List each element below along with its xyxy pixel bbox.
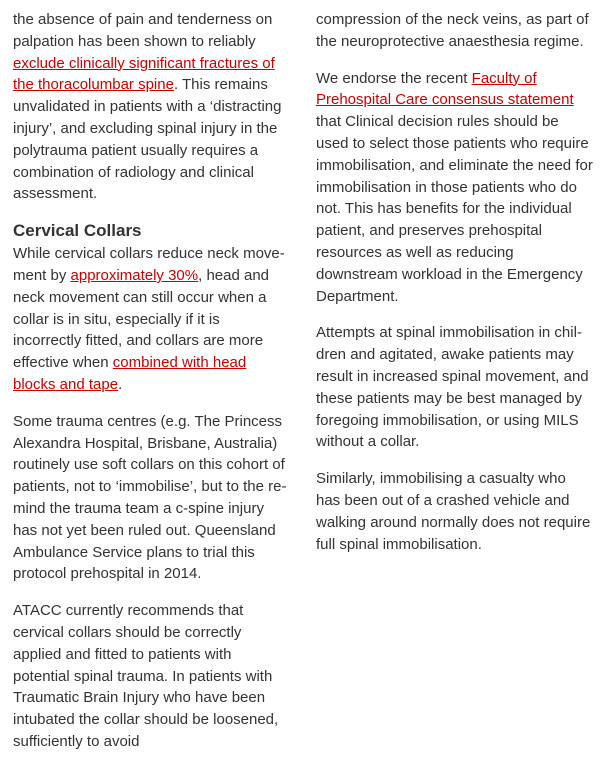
link-exclude-fractures[interactable]: exclude clinically significant fractures of the thoracolumbar spine (13, 54, 275, 94)
right-column (316, 9, 594, 570)
paragraph-walking-casualty: Similarly, immobilising a casualty who has been out of a crashed vehicle and walking around normally does not require full spinal immobilisation. (316, 470, 591, 553)
left-column (13, 9, 291, 768)
link-faculty-consensus[interactable]: Faculty of Prehospital Care consensus statement (316, 69, 574, 109)
paragraph-consensus-statement: We endorse the recent Faculty of Prehospital Care consensus statement that Clinical decision rules should be used to select those patients who require immobilisation, and eliminate the need for immobilisation in those patients who do not. This has benefits for the individual patient, and preserves prehospital resources as well as reducing downstream workload in the Emergency Department. (316, 69, 593, 305)
section-heading-cervical-collars: Cervical Collars (13, 221, 142, 241)
paragraph-pain-tenderness: the absence of pain and tenderness on palpation has been shown to reliably exclude clinically significant fractures of the thoracolumbar spine. This remains unvalidated in patients with a ‘distracting injury’, and excluding spinal injury in the polytrauma patient usually requires a combination of radiology and clinical assessment. (13, 11, 282, 203)
link-head-blocks-tape[interactable]: combined with head blocks and tape (13, 354, 247, 393)
link-approximately-30[interactable]: approximately 30% (70, 266, 199, 284)
paragraph-soft-collars: Some trauma centres (e.g. The Princess Alexandra Hospital, Brisbane, Australia) routinely use soft collars on this cohort of patients, not to ‘immobilise’, but to the remind the trauma team a c-spine injury has not yet been ruled out. Queensland Ambulance Service plans to trial this protocol prehospital in 2014. (13, 412, 287, 583)
paragraph-atacc-recommendation: ATACC currently recommends that cervical collars should be correctly applied and fitted to patients with potential spinal trauma. In patients with Traumatic Brain Injury who have been intubated the collar should be loosened, sufficiently to avoid (13, 602, 279, 750)
paragraph-neck-veins: compression of the neck veins, as part of the neuroprotective anaesthesia regime. (316, 11, 589, 50)
paragraph-children-agitated: Attempts at spinal immobilisation in children and agitated, awake patients may result in increased spinal movement, and these patients may be best managed by foregoing immobilisation, or using MILS without a collar. (316, 324, 589, 451)
paragraph-collar-movement: While cervical collars reduce neck movement by approximately 30%, head and neck movement can still occur when a collar is in situ, especially if it is incorrectly fitted, and collars are more effective when combined with head blocks and tape. (13, 245, 285, 393)
